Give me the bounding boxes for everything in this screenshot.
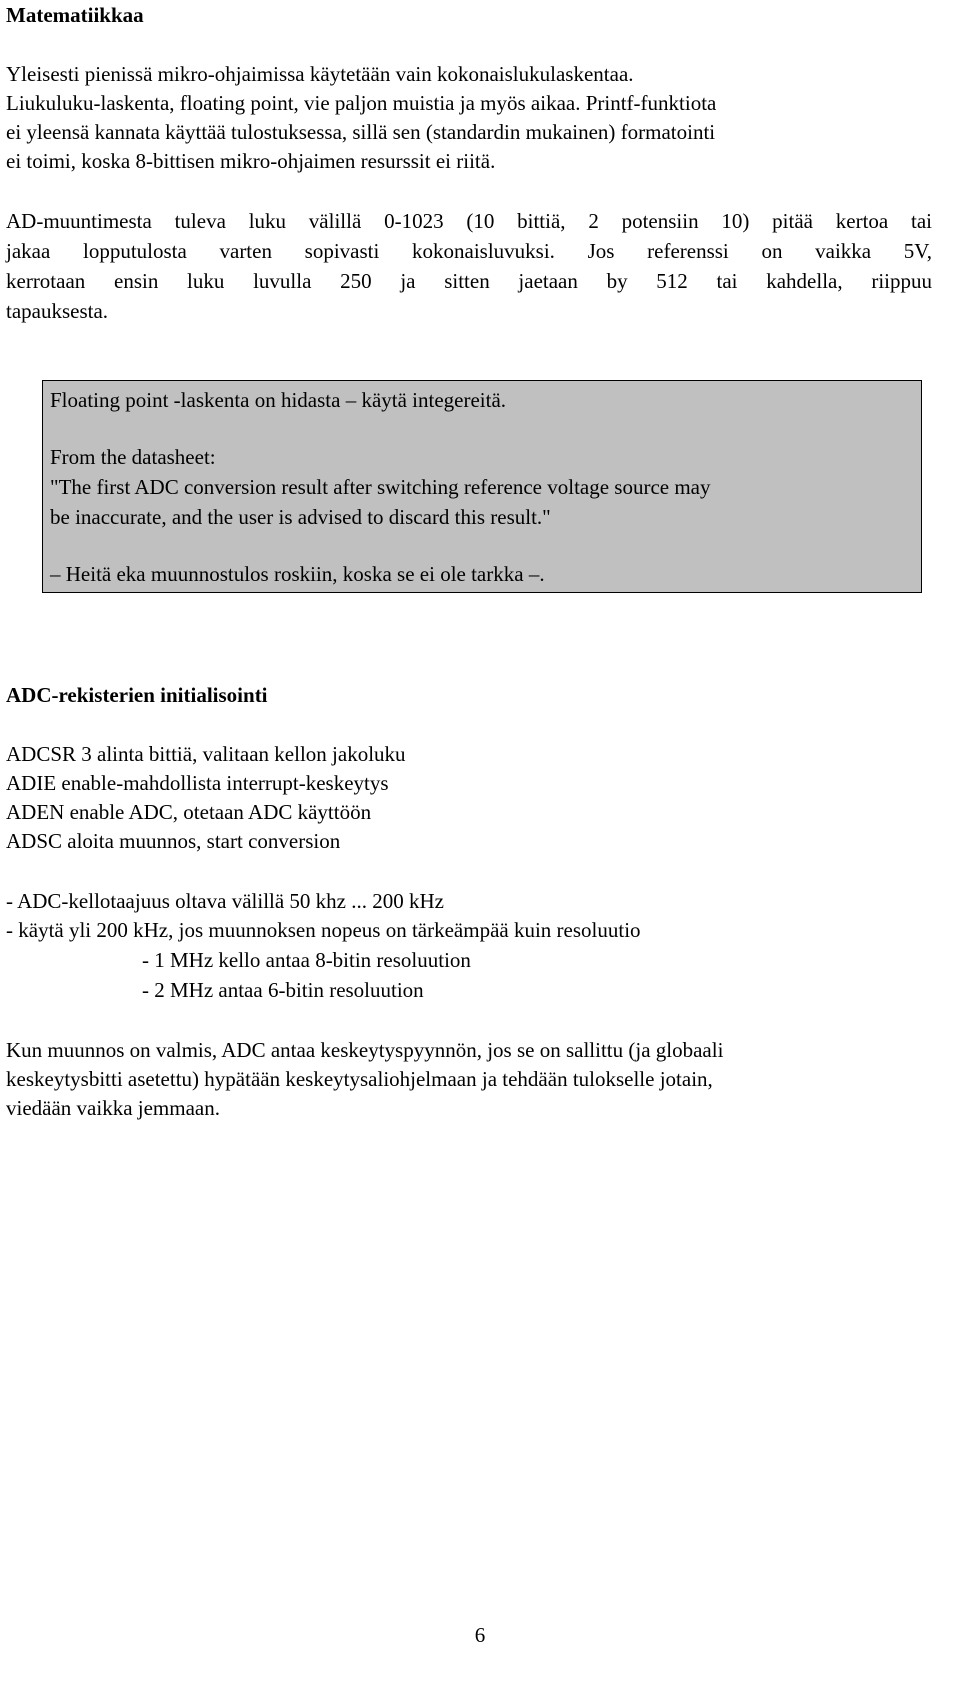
paragraph-line: Kun muunnos on valmis, ADC antaa keskeytyspyynnön, jos se on sallittu (ja globaali bbox=[6, 1038, 724, 1062]
paragraph-line: viedään vaikka jemmaan. bbox=[6, 1096, 220, 1120]
register-item: ADCSR 3 alinta bittiä, valitaan kellon jakoluku bbox=[6, 742, 406, 766]
paragraph-line: Yleisesti pienissä mikro-ohjaimissa käytetään vain kokonaislukulaskentaa. bbox=[6, 62, 634, 86]
section-title-matematiikkaa: Matematiikkaa bbox=[6, 3, 144, 27]
note-line-datasheet-quote: be inaccurate, and the user is advised to discard this result." bbox=[50, 505, 551, 529]
register-item: ADEN enable ADC, otetaan ADC käyttöön bbox=[6, 800, 372, 824]
paragraph-line: ei yleensä kannata käyttää tulostuksessa, sillä sen (standardin mukainen) formatointi bbox=[6, 120, 716, 144]
paragraph-line-text: AD-muuntimesta tuleva luku välillä 0-1023 (10 bittiä, 2 potensiin 10) pitää kertoa tai bbox=[6, 209, 932, 233]
note-line-discard-result: – Heitä eka muunnostulos roskiin, koska se ei ole tarkka –. bbox=[50, 562, 545, 586]
paragraph-line: Liukuluku-laskenta, floating point, vie paljon muistia ja myös aikaa. Printf-funktiota bbox=[6, 91, 717, 115]
paragraph-line: tapauksesta. bbox=[6, 299, 109, 323]
note-line-floating-point: Floating point -laskenta on hidasta – käytä integereitä. bbox=[50, 388, 507, 412]
register-item: ADSC aloita muunnos, start conversion bbox=[6, 829, 341, 853]
paragraph-line bbox=[6, 266, 932, 297]
paragraph-line-text: jakaa lopputulosta varten sopivasti kokonaisluvuksi. Jos referenssi on vaikka 5V, bbox=[6, 239, 932, 263]
clock-note: - käytä yli 200 kHz, jos muunnoksen nopeus on tärkeämpää kuin resoluutio bbox=[6, 918, 641, 942]
note-line-datasheet-quote: "The first ADC conversion result after switching reference voltage source may bbox=[50, 475, 711, 499]
paragraph-line: ei toimi, koska 8-bittisen mikro-ohjaimen resurssit ei riitä. bbox=[6, 149, 496, 173]
paragraph-line bbox=[6, 236, 932, 267]
note-line-datasheet-label: From the datasheet: bbox=[50, 445, 216, 469]
paragraph-line bbox=[6, 206, 932, 237]
paragraph-line-text: kerrotaan ensin luku luvulla 250 ja sitten jaetaan by 512 tai kahdella, riippuu bbox=[6, 269, 932, 293]
clock-sub-note: - 2 MHz antaa 6-bitin resoluution bbox=[142, 978, 424, 1002]
clock-note: - ADC-kellotaajuus oltava välillä 50 khz ... 200 kHz bbox=[6, 889, 444, 913]
section-title-adc-registers: ADC-rekisterien initialisointi bbox=[6, 683, 268, 707]
page-number: 6 bbox=[474, 1623, 486, 1647]
clock-sub-note: - 1 MHz kello antaa 8-bitin resoluution bbox=[142, 948, 471, 972]
note-box bbox=[42, 380, 922, 593]
register-item: ADIE enable-mahdollista interrupt-keskeytys bbox=[6, 771, 389, 795]
paragraph-line: keskeytysbitti asetettu) hypätään keskeytysaliohjelmaan ja tehdään tulokselle jotain, bbox=[6, 1067, 713, 1091]
